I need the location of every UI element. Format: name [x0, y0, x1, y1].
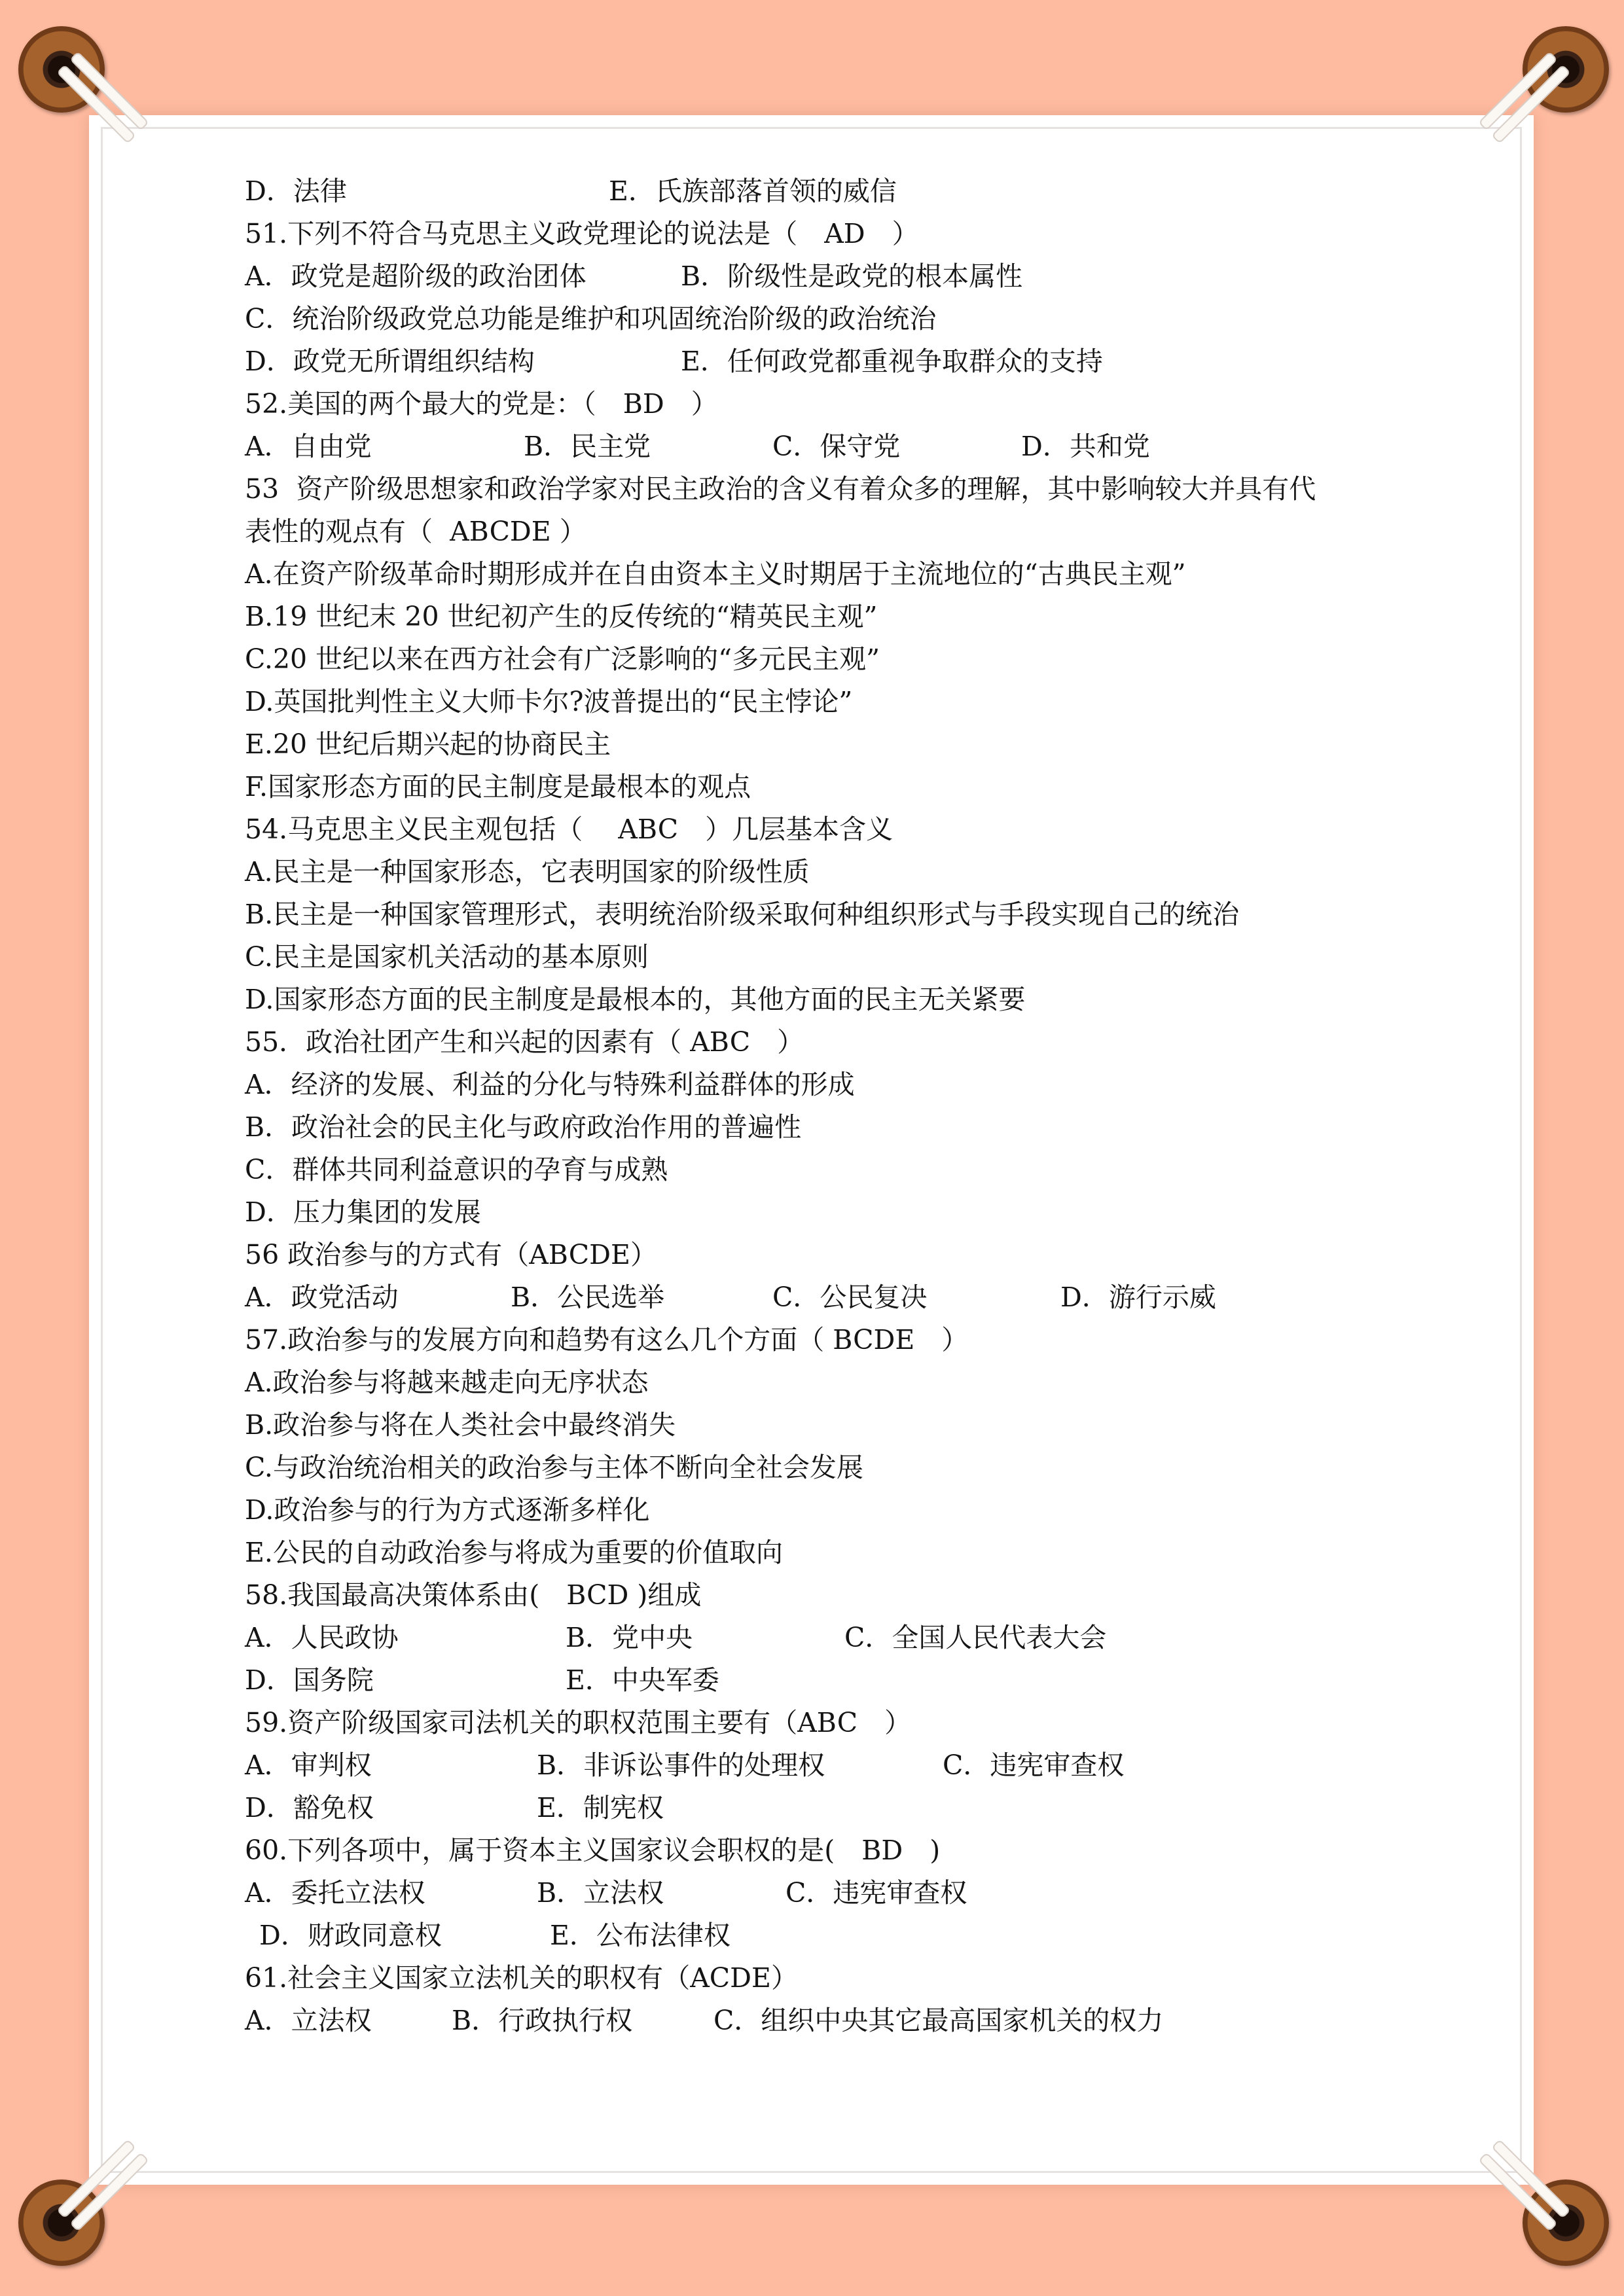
- option-text: D．压力集团的发展: [245, 1196, 481, 1228]
- option-text: B．民主党: [524, 431, 651, 462]
- option-text: B.政治参与将在人类社会中最终消失: [245, 1409, 676, 1441]
- option-text: D．豁免权: [245, 1792, 374, 1823]
- option-text: E．中央军委: [566, 1664, 719, 1696]
- question-title: 53 资产阶级思想家和政治学家对民主政治的含义有着众多的理解，其中影响较大并具有代: [245, 473, 1316, 505]
- option-text: C．群体共同利益意识的孕育与成熟: [245, 1154, 668, 1185]
- option-text: B．公民选举: [511, 1282, 665, 1313]
- option-text: B.19 世纪末 20 世纪初产生的反传统的“精英民主观”: [245, 601, 878, 632]
- option-text: C．违宪审查权: [943, 1749, 1125, 1781]
- option-text: D.英国批判性主义大师卡尔?波普提出的“民主悖论”: [245, 686, 853, 717]
- question-title: 56 政治参与的方式有（ABCDE）: [245, 1239, 657, 1270]
- option-text: A.政治参与将越来越走向无序状态: [245, 1367, 649, 1398]
- question-title: 58.我国最高决策体系由( BCD )组成: [245, 1579, 702, 1611]
- option-text: D．政党无所谓组织结构: [245, 346, 535, 377]
- option-text: A．政党是超阶级的政治团体: [245, 260, 586, 292]
- question-title: 57.政治参与的发展方向和趋势有这么几个方面（ BCDE ）: [245, 1324, 969, 1355]
- option-text: E．氏族部落首领的威信: [609, 175, 897, 207]
- option-text: D.国家形态方面的民主制度是最根本的，其他方面的民主无关紧要: [245, 984, 1026, 1015]
- option-text: E．制宪权: [537, 1792, 664, 1823]
- option-text: C.民主是国家机关活动的基本原则: [245, 941, 649, 973]
- option-text: E．任何政党都重视争取群众的支持: [681, 346, 1103, 377]
- option-text: A.民主是一种国家形态，它表明国家的阶级性质: [245, 856, 810, 888]
- question-title: 表性的观点有（ ABCDE ）: [245, 516, 586, 547]
- option-text: C.20 世纪以来在西方社会有广泛影响的“多元民主观”: [245, 643, 880, 675]
- question-title: 59.资产阶级国家司法机关的职权范围主要有（ABC ）: [245, 1707, 912, 1738]
- question-line: [245, 2002, 1164, 2149]
- option-text: D．游行示威: [1060, 1282, 1216, 1313]
- option-text: C．公民复决: [772, 1282, 928, 1313]
- option-text: B．行政执行权: [452, 2005, 633, 2036]
- option-text: B.民主是一种国家管理形式，表明统治阶级采取何种组织形式与手段实现自己的统治: [245, 899, 1240, 930]
- option-text: B．非诉讼事件的处理权: [537, 1749, 825, 1781]
- option-text: D．财政同意权: [259, 1920, 442, 1951]
- question-title: 60.下列各项中，属于资本主义国家议会职权的是( BD ): [245, 1835, 941, 1866]
- option-text: A.在资产阶级革命时期形成并在自由资本主义时期居于主流地位的“古典民主观”: [245, 558, 1186, 590]
- option-text: A．立法权: [245, 2005, 372, 2036]
- option-text: B．政治社会的民主化与政府政治作用的普遍性: [245, 1111, 802, 1143]
- option-text: A．审判权: [245, 1749, 372, 1781]
- option-text: B．立法权: [537, 1877, 664, 1909]
- question-title: 54.马克思主义民主观包括（ ABC ）几层基本含义: [245, 814, 893, 845]
- question-title: 51.下列不符合马克思主义政党理论的说法是（ AD ）: [245, 218, 919, 249]
- option-text: C．全国人民代表大会: [844, 1622, 1107, 1653]
- option-text: C．违宪审查权: [785, 1877, 967, 1909]
- question-title: 52.美国的两个最大的党是：（ BD ）: [245, 388, 718, 420]
- option-text: A．人民政协: [245, 1622, 399, 1653]
- option-text: A．经济的发展、利益的分化与特殊利益群体的形成: [245, 1069, 855, 1100]
- option-text: D.政治参与的行为方式逐渐多样化: [245, 1494, 650, 1526]
- question-title: 61.社会主义国家立法机关的职权有（ACDE）: [245, 1962, 798, 1994]
- option-text: A．委托立法权: [245, 1877, 425, 1909]
- option-text: A．自由党: [245, 431, 372, 462]
- option-text: E.公民的自动政治参与将成为重要的价值取向: [245, 1537, 783, 1568]
- option-text: C．组织中央其它最高国家机关的权力: [713, 2005, 1164, 2036]
- option-text: E．公布法律权: [550, 1920, 731, 1951]
- option-text: C．统治阶级政党总功能是维护和巩固统治阶级的政治统治: [245, 303, 937, 334]
- option-text: F.国家形态方面的民主制度是最根本的观点: [245, 771, 751, 802]
- option-text: C．保守党: [772, 431, 901, 462]
- option-text: D．国务院: [245, 1664, 374, 1696]
- grommet-bottom-right-icon: [1523, 2179, 1609, 2266]
- option-text: B．党中央: [566, 1622, 693, 1653]
- option-text: D．法律: [245, 175, 347, 207]
- grommet-bottom-left-icon: [18, 2179, 105, 2266]
- question-title: 55．政治社团产生和兴起的因素有（ ABC ）: [245, 1026, 804, 1058]
- option-text: D．共和党: [1021, 431, 1150, 462]
- option-text: C.与政治统治相关的政治参与主体不断向全社会发展: [245, 1452, 863, 1483]
- option-text: E.20 世纪后期兴起的协商民主: [245, 728, 611, 760]
- option-text: A．政党活动: [245, 1282, 399, 1313]
- option-text: B．阶级性是政党的根本属性: [681, 260, 1023, 292]
